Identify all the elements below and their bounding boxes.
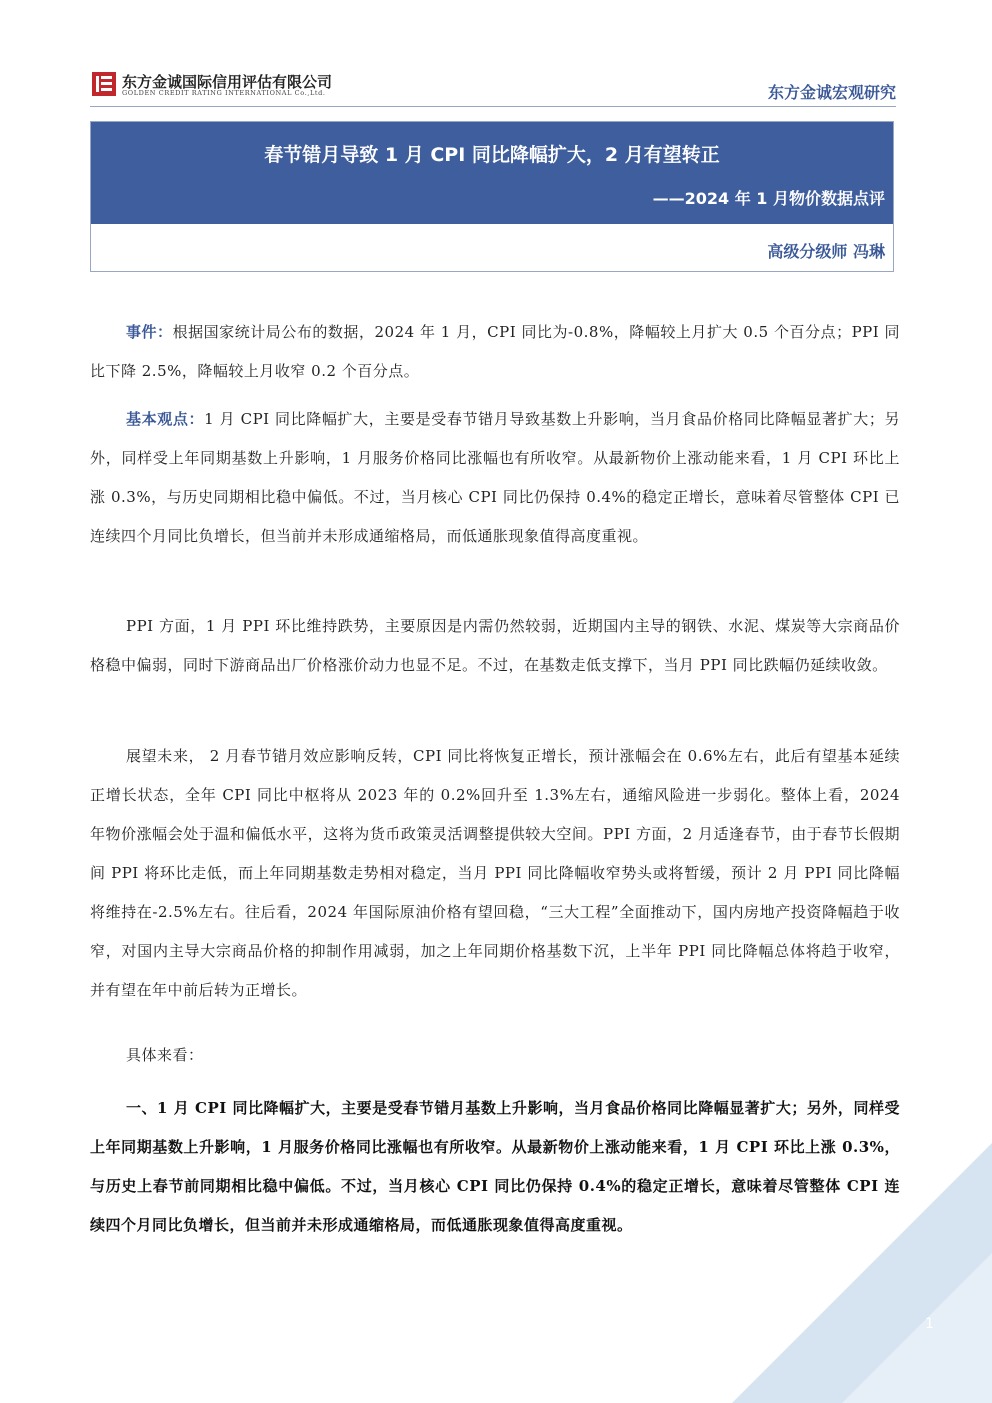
section-one-text: 一、1 月 CPI 同比降幅扩大，主要是受春节错月基数上升影响，当月食品价格同比降幅显著扩大；另外，同样受上年同期基数上升影响，1 月服务价格同比涨幅也有所收窄。从最新物价上涨动能来看，1 月 CPI 环比上涨 0.3%，与历史上春节前同期相比稳中偏低。不过，当月核心 CPI 同比仍保持 0.4%的稳定正增长，意味着尽管整体 CPI 连续四个月同比负增长，但当前并未形成通缩格局，而低通胀现象值得高度重视。 xyxy=(90,1099,900,1234)
detail-intro-paragraph xyxy=(90,1036,900,1075)
corner-decoration xyxy=(692,1143,992,1403)
header-divider xyxy=(90,106,896,107)
company-logo-icon xyxy=(92,72,116,96)
report-author: 高级分级师 冯琳 xyxy=(767,242,885,261)
view-text: 1 月 CPI 同比降幅扩大，主要是受春节错月导致基数上升影响，当月食品价格同比降幅显著扩大；另外，同样受上年同期基数上升影响，1 月服务价格同比涨幅也有所收窄。从最新物价上涨动能来看，1 月 CPI 环比上涨 0.3%，与历史同期相比稳中偏低。不过，当月核心 CPI 同比仍保持 0.4%的稳定正增长，意味着尽管整体 CPI 已连续四个月同比负增长，但当前并未形成通缩格局，而低通胀现象值得高度重视。 xyxy=(90,410,900,545)
company-name: 东方金诚国际信用评估有限公司 xyxy=(122,73,333,91)
detail-intro: 具体来看： xyxy=(126,1046,204,1064)
outlook-paragraph xyxy=(90,737,900,1010)
event-text: 根据国家统计局公布的数据，2024 年 1 月，CPI 同比为-0.8%，降幅较上月扩大 0.5 个百分点；PPI 同比下降 2.5%，降幅较上月收窄 0.2 个百分点。 xyxy=(90,323,900,380)
report-subtitle: ——2024 年 1 月物价数据点评 xyxy=(652,189,885,208)
ppi-paragraph xyxy=(90,607,900,685)
view-label: 基本观点： xyxy=(126,410,205,428)
view-paragraph xyxy=(90,400,900,556)
report-title: 春节错月导致 1 月 CPI 同比降幅扩大，2 月有望转正 xyxy=(264,144,720,166)
title-band xyxy=(91,122,893,224)
company-name-english: GOLDEN CREDIT RATING INTERNATIONAL Co.,Ltd. xyxy=(122,89,326,97)
report-header xyxy=(90,70,896,104)
ppi-text: PPI 方面，1 月 PPI 环比维持跌势，主要原因是内需仍然较弱，近期国内主导的钢铁、水泥、煤炭等大宗商品价格稳中偏弱，同时下游商品出厂价格涨价动力也显不足。不过，在基数走低支撑下，当月 PPI 同比跌幅仍延续收敛。 xyxy=(90,617,900,674)
outlook-text: 展望未来， 2 月春节错月效应影响反转，CPI 同比将恢复正增长，预计涨幅会在 0.6%左右，此后有望基本延续正增长状态，全年 CPI 同比中枢将从 2023 年的 0.2%回升至 1.3%左右，通缩风险进一步弱化。整体上看，2024 年物价涨幅会处于温和偏低水平，这将为货币政策灵活调整提供较大空间。PPI 方面，2 月适逢春节，由于春节长假期间 PPI 将环比走低，而上年同期基数走势相对稳定，当月 PPI 同比降幅收窄势头或将暂缓，预计 2 月 PPI 同比降幅将维持在-2.5%左右。往后看，2024 年国际原油价格有望回稳，“三大工程”全面推动下，国内房地产投资降幅趋于收窄，对国内主导大宗商品价格的抑制作用减弱，加之上年同期价格基数下沉，上半年 PPI 同比降幅总体将趋于收窄，并有望在年中前后转为正增长。 xyxy=(90,747,900,999)
research-series-label: 东方金诚宏观研究 xyxy=(767,83,896,102)
event-label: 事件： xyxy=(126,323,173,341)
page-number: 1 xyxy=(925,1316,934,1332)
title-box xyxy=(90,121,894,272)
event-paragraph xyxy=(90,313,900,391)
